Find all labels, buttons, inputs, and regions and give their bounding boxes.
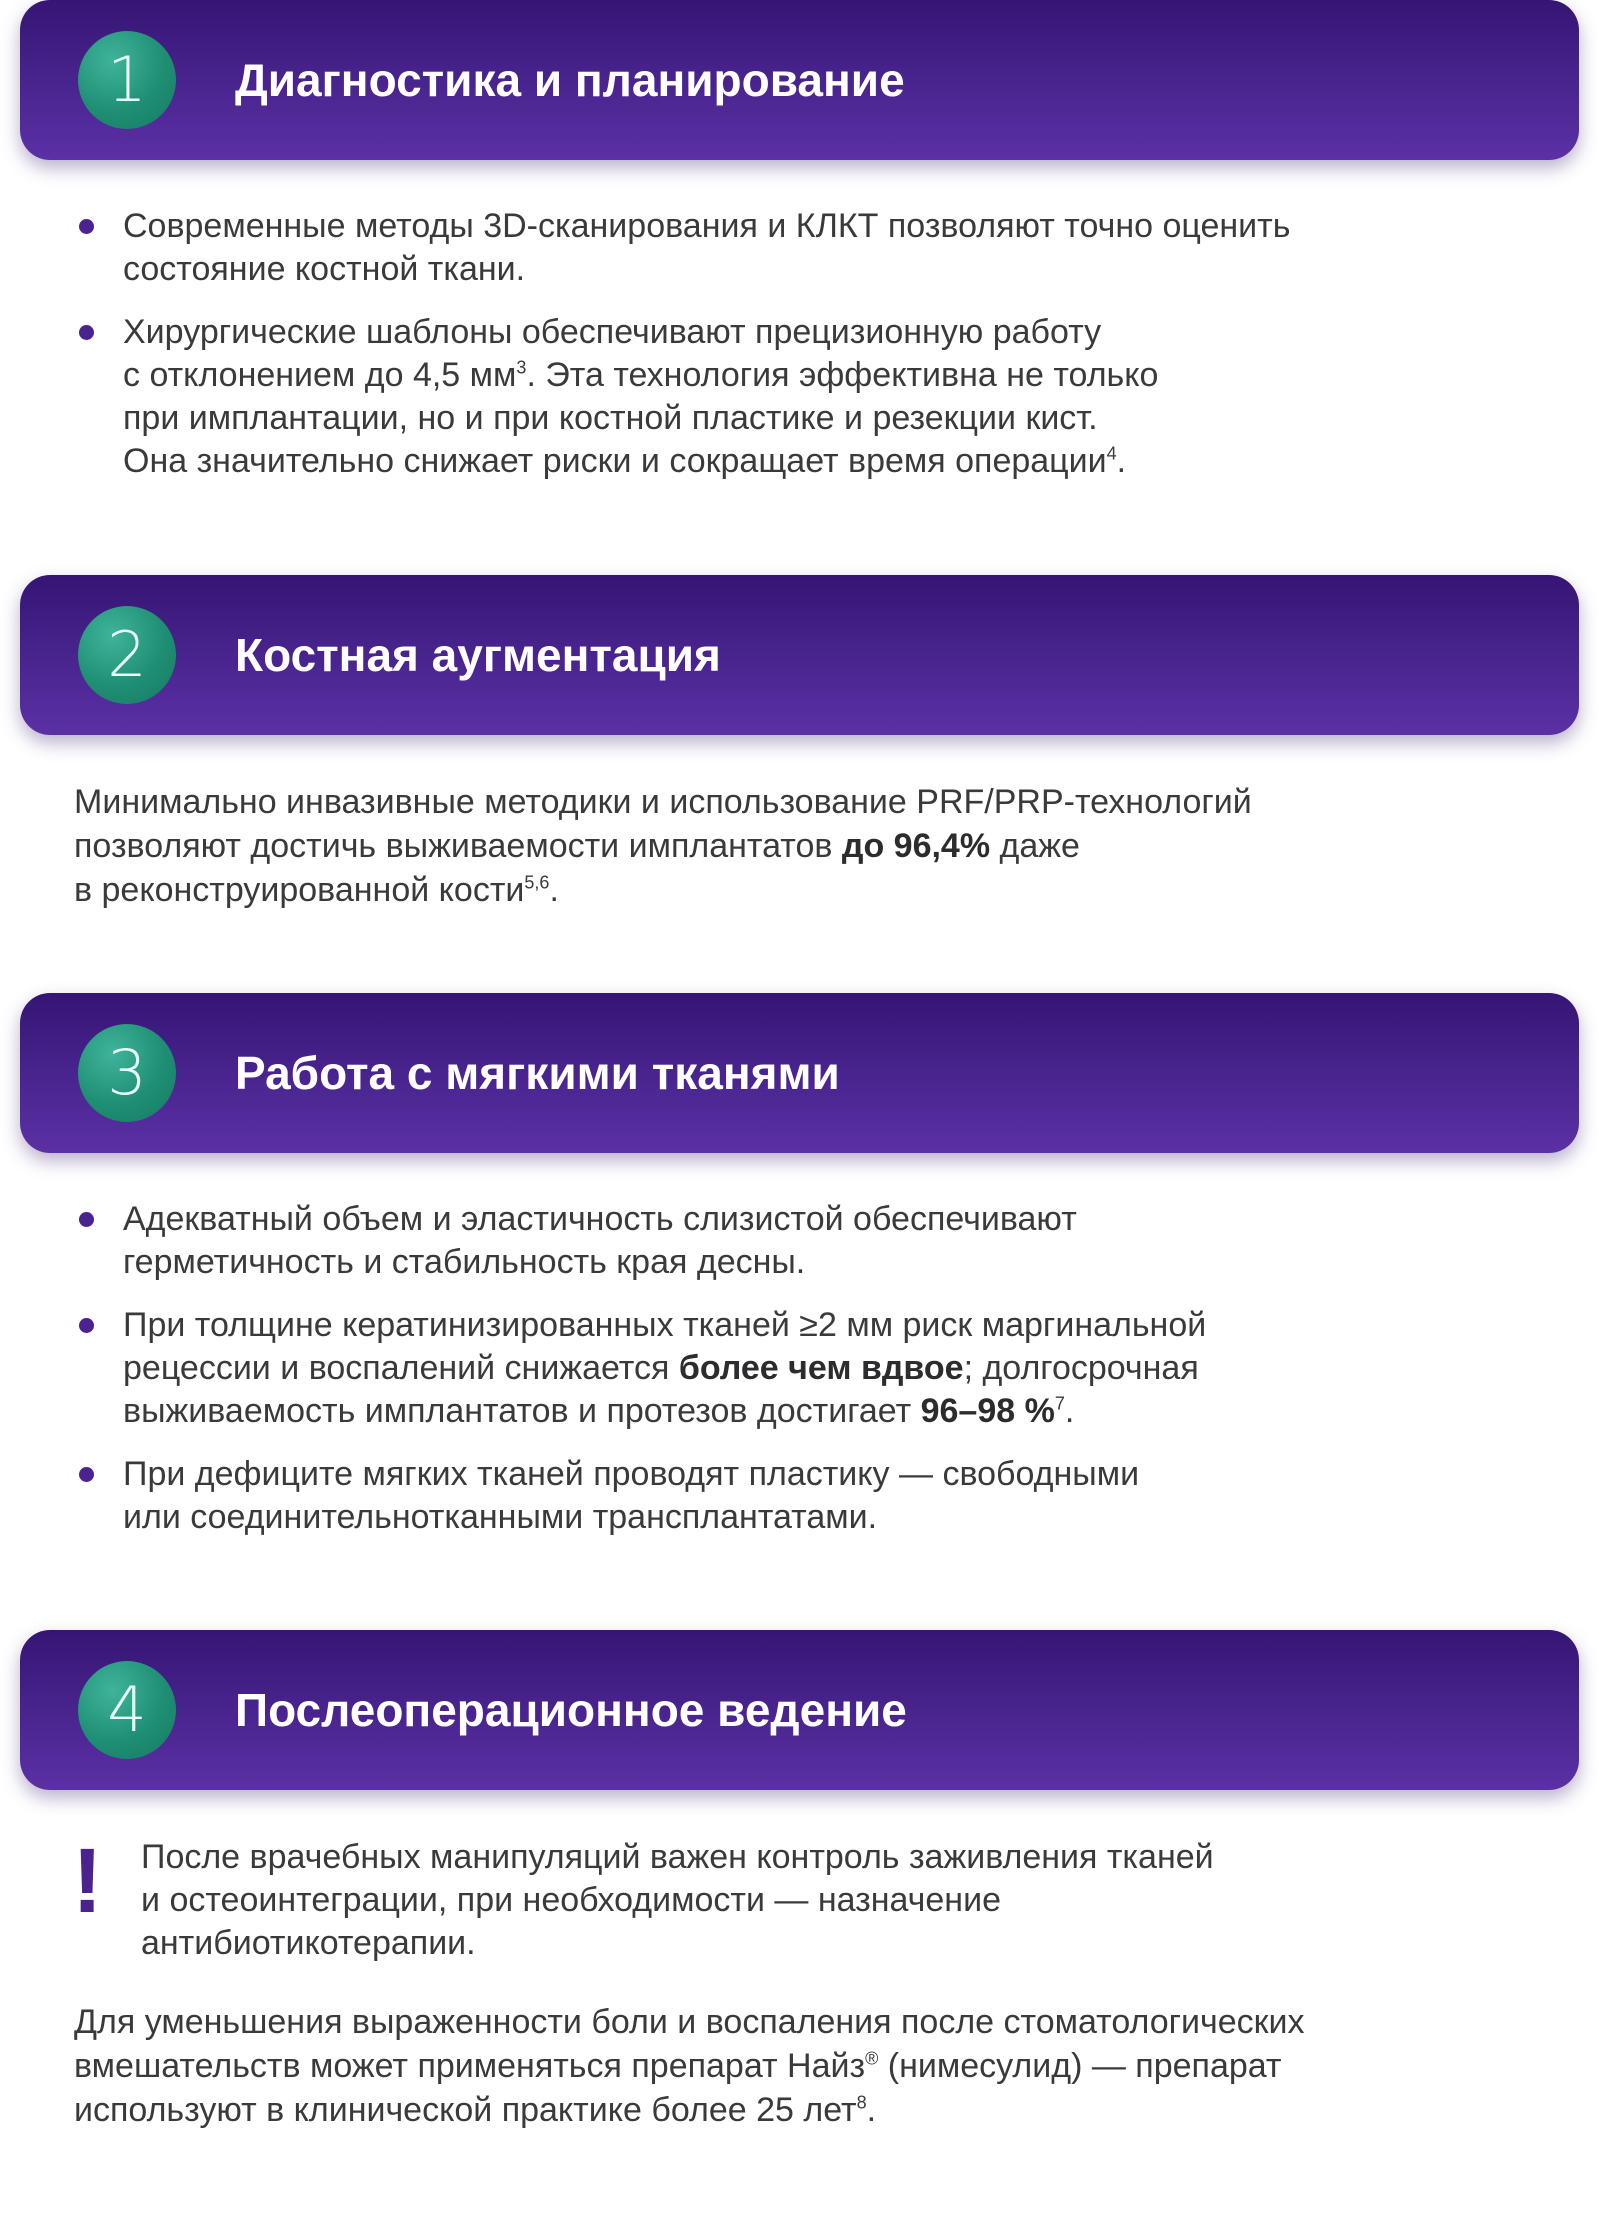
text-line: Минимально инвазивные методики и использование PRF/PRP-технологий	[74, 783, 1252, 821]
section-title: Костная аугментация	[235, 629, 721, 681]
footnote-ref: 3	[516, 357, 527, 378]
text-line	[74, 2044, 1305, 2088]
text-line	[74, 2088, 1305, 2132]
text-line: При дефиците мягких тканей проводят пластику — свободными	[123, 1455, 1140, 1493]
text-fragment: в реконструированной кости	[74, 871, 525, 909]
text-line: Адекватный объем и эластичность слизистой обеспечивают	[123, 1200, 1077, 1238]
text-fragment: с отклонением до 4,5 мм	[123, 356, 517, 394]
section-number-badge: 2	[78, 606, 176, 704]
text-fragment: . Эта технология эффективна не только	[526, 356, 1159, 394]
footnote-ref: 7	[1054, 1393, 1065, 1414]
text-fragment: даже	[990, 827, 1080, 865]
highlight-value: до 96,4%	[841, 827, 991, 865]
text-fragment: позволяют достичь выживаемости имплантатов	[74, 827, 842, 865]
text-line: антибиотикотерапии.	[141, 1924, 476, 1962]
highlight-value: 96–98 %	[920, 1392, 1055, 1430]
text-line	[123, 440, 1503, 483]
text-line: Хирургические шаблоны обеспечивают прецизионную работу	[123, 313, 1102, 351]
section-3-bullet-list	[0, 1198, 1599, 1559]
text-line	[123, 1347, 1503, 1390]
section-2-paragraph	[74, 780, 1252, 912]
text-fragment: используют в клинической практике более 25 лет	[74, 2091, 857, 2129]
text-fragment: .	[1116, 442, 1127, 480]
text-fragment: рецессии и воспалений снижается	[123, 1349, 679, 1387]
text-line	[74, 868, 1252, 912]
text-line: герметичность и стабильность края десны.	[123, 1243, 806, 1281]
exclamation-icon: !	[72, 1830, 103, 1932]
footnote-ref: 8	[856, 2092, 867, 2113]
text-line	[123, 354, 1503, 397]
footnote-ref: 4	[1106, 443, 1117, 464]
text-line: Для уменьшения выраженности боли и воспаления после стоматологических	[74, 2003, 1305, 2041]
section-title: Работа с мягкими тканями	[235, 1047, 840, 1099]
text-fragment: Она значительно снижает риски и сокращает время операции	[123, 442, 1107, 480]
text-fragment: .	[549, 871, 559, 909]
list-item	[0, 205, 1503, 291]
list-item	[0, 311, 1503, 483]
text-line	[74, 824, 1252, 868]
text-line: при имплантации, но и при костной пластике и резекции кист.	[123, 399, 1098, 437]
list-item	[0, 1198, 1503, 1284]
section-3-header	[20, 993, 1579, 1153]
section-title: Диагностика и планирование	[235, 54, 905, 106]
text-fragment: выживаемость имплантатов и протезов достигает	[123, 1392, 921, 1430]
section-4-paragraph	[74, 2000, 1305, 2132]
text-line: При толщине кератинизированных тканей ≥2 мм риск маргинальной	[123, 1306, 1207, 1344]
text-line: и остеоинтеграции, при необходимости — назначение	[141, 1881, 1001, 1919]
text-line	[123, 1390, 1503, 1433]
text-fragment: (нимесулид) — препарат	[878, 2047, 1282, 2085]
text-line: После врачебных манипуляций важен контроль заживления тканей	[141, 1838, 1214, 1876]
text-fragment: .	[866, 2091, 877, 2129]
highlight-value: более чем вдвое	[678, 1349, 964, 1387]
section-number-badge: 3	[78, 1024, 176, 1122]
text-fragment: .	[1064, 1392, 1075, 1430]
text-fragment: вмешательств может применяться препарат Найз	[74, 2047, 866, 2085]
section-2-header	[20, 575, 1579, 735]
text-fragment: ; долгосрочная	[963, 1349, 1199, 1387]
list-item	[0, 1304, 1503, 1433]
text-line: Современные методы 3D-сканирования и КЛКТ позволяют точно оценить	[123, 207, 1291, 245]
footnote-ref: 5,6	[524, 872, 550, 893]
registered-mark: ®	[865, 2048, 879, 2069]
section-number-badge: 4	[78, 1661, 176, 1759]
section-1-header	[20, 0, 1579, 160]
text-line: состояние костной ткани.	[123, 250, 526, 288]
list-item	[0, 1453, 1503, 1539]
section-1-bullet-list	[0, 205, 1599, 503]
section-title: Послеоперационное ведение	[235, 1684, 907, 1736]
section-number-badge: 1	[78, 31, 176, 129]
section-4-header	[20, 1630, 1579, 1790]
text-line: или соединительнотканными трансплантатами.	[123, 1498, 878, 1536]
postop-note	[141, 1836, 1214, 1965]
